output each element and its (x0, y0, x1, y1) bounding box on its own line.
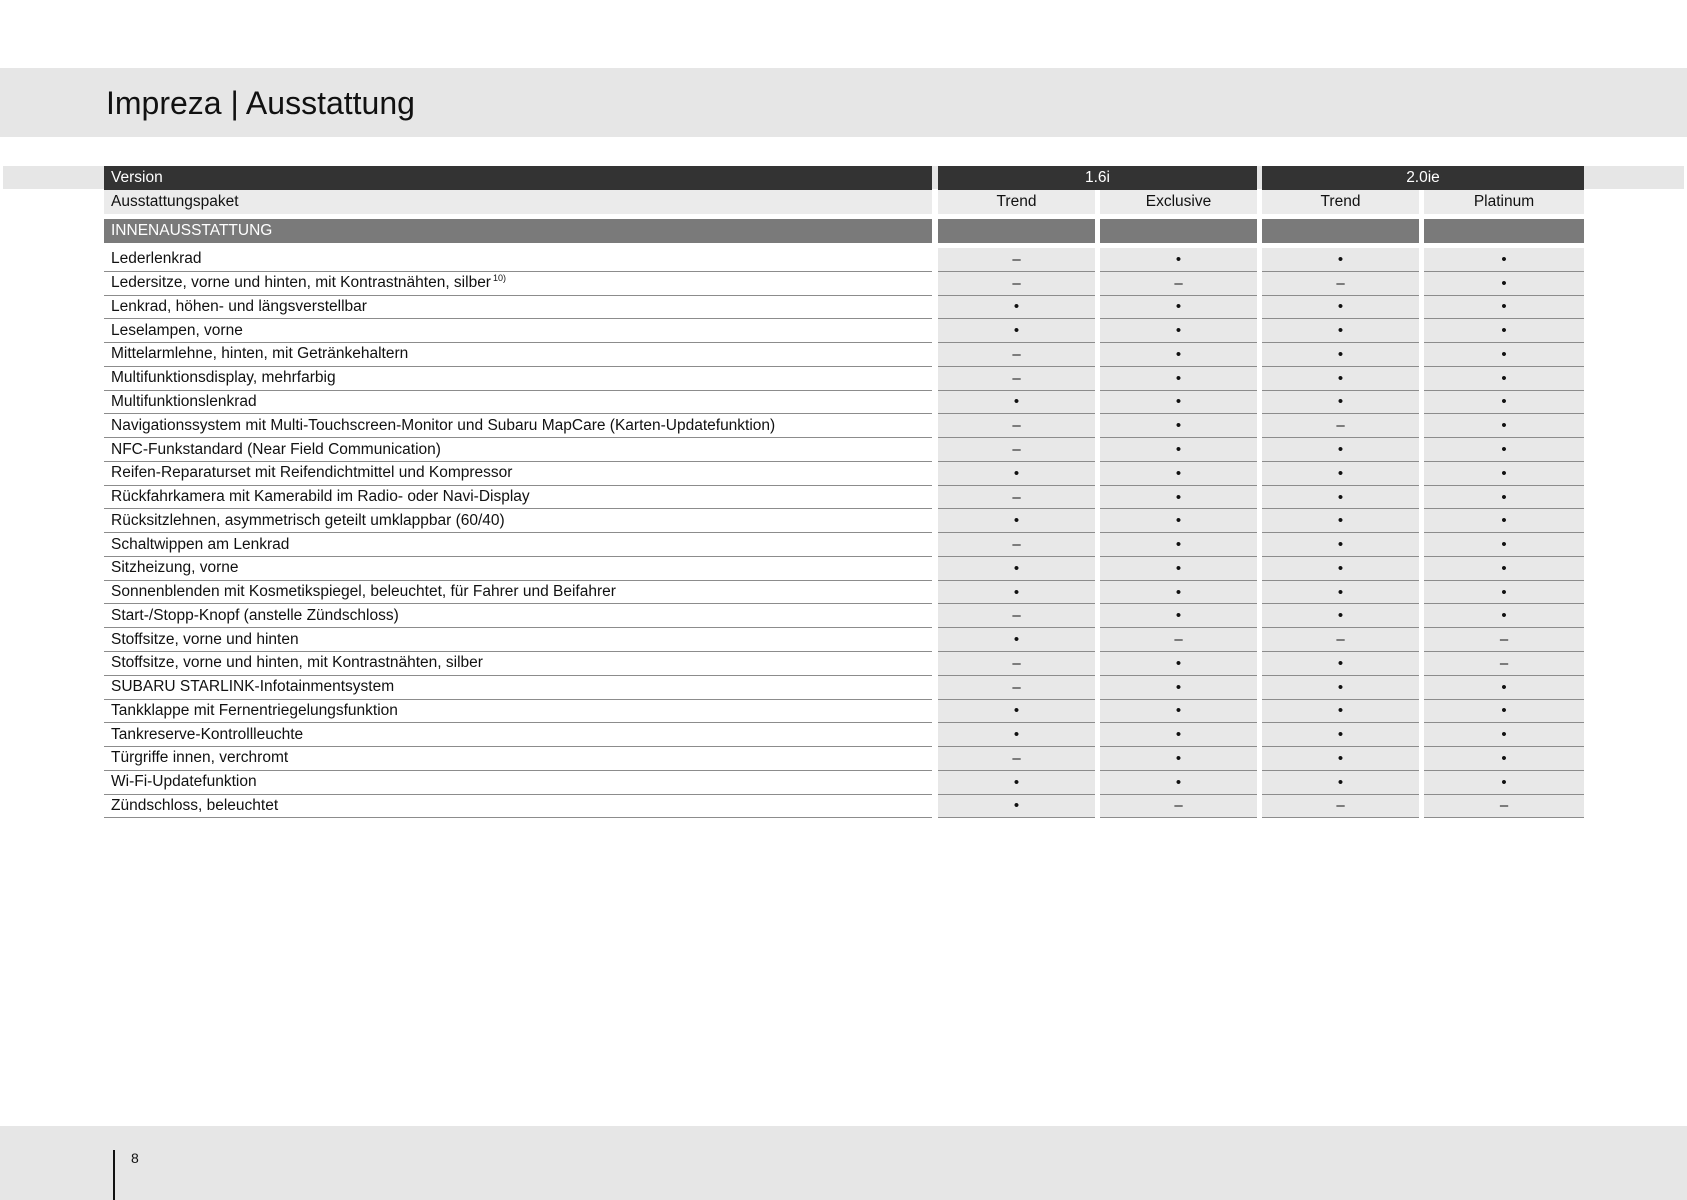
version-row (104, 166, 1584, 190)
feature-text: Stoffsitze, vorne und hinten (111, 630, 299, 648)
table-row (104, 533, 1584, 557)
version-label: Version (104, 166, 932, 190)
feature-text: Lenkrad, höhen- und längsverstellbar (111, 297, 367, 315)
feature-label (104, 747, 932, 771)
availability-cell: • (938, 557, 1095, 581)
page-number: 8 (131, 1150, 139, 1166)
availability-cell: • (1424, 604, 1584, 628)
feature-label (104, 391, 932, 415)
availability-cell: • (1100, 533, 1257, 557)
availability-cell: • (1100, 296, 1257, 320)
feature-label (104, 557, 932, 581)
feature-label (104, 272, 932, 296)
table-row (104, 509, 1584, 533)
availability-cell: • (1262, 581, 1419, 605)
availability-cell: – (1424, 652, 1584, 676)
table-row (104, 676, 1584, 700)
table-row (104, 438, 1584, 462)
table-row (104, 462, 1584, 486)
availability-cell: • (1100, 509, 1257, 533)
availability-cell: – (938, 747, 1095, 771)
availability-cell: • (1262, 652, 1419, 676)
feature-text: Reifen-Reparaturset mit Reifendichtmittel und Kompressor (111, 464, 513, 482)
table-row (104, 414, 1584, 438)
availability-cell: – (1262, 272, 1419, 296)
package-label: Ausstattungspaket (104, 190, 932, 214)
availability-cell: • (938, 581, 1095, 605)
feature-text: Sitzheizung, vorne (111, 559, 239, 577)
table-row (104, 296, 1584, 320)
availability-cell: • (1100, 676, 1257, 700)
feature-label (104, 533, 932, 557)
feature-text: Mittelarmlehne, hinten, mit Getränkehaltern (111, 345, 409, 363)
availability-cell: • (1262, 676, 1419, 700)
availability-cell: – (938, 676, 1095, 700)
section-cell (1262, 219, 1419, 243)
feature-label (104, 723, 932, 747)
availability-cell: • (1424, 391, 1584, 415)
table-body (104, 248, 1584, 818)
availability-cell: • (1424, 676, 1584, 700)
availability-cell: • (1100, 747, 1257, 771)
availability-cell: – (1100, 272, 1257, 296)
availability-cell: • (1424, 367, 1584, 391)
availability-cell: • (1100, 367, 1257, 391)
feature-text: Multifunktionslenkrad (111, 392, 257, 410)
feature-label (104, 414, 932, 438)
footnote-ref: 10) (492, 273, 506, 284)
availability-cell: • (1262, 438, 1419, 462)
availability-cell: • (1262, 367, 1419, 391)
package-col-2: Exclusive (1100, 190, 1257, 214)
availability-cell: • (1424, 248, 1584, 272)
availability-cell: • (1424, 462, 1584, 486)
availability-cell: – (938, 272, 1095, 296)
availability-cell: • (1424, 414, 1584, 438)
feature-label (104, 771, 932, 795)
feature-label (104, 509, 932, 533)
availability-cell: • (1262, 700, 1419, 724)
availability-cell: • (1424, 296, 1584, 320)
title-band (0, 68, 1687, 137)
availability-cell: • (1262, 462, 1419, 486)
table-row (104, 604, 1584, 628)
availability-cell: • (1424, 700, 1584, 724)
availability-cell: – (938, 248, 1095, 272)
feature-text: Türgriffe innen, verchromt (111, 749, 289, 767)
availability-cell: – (938, 414, 1095, 438)
availability-cell: • (1100, 652, 1257, 676)
feature-text: SUBARU STARLINK-Infotainmentsystem (111, 678, 395, 696)
table-row (104, 581, 1584, 605)
table-row (104, 391, 1584, 415)
availability-cell: • (1424, 747, 1584, 771)
availability-cell: • (1262, 509, 1419, 533)
feature-text: Navigationssystem mit Multi-Touchscreen-Monitor und Subaru MapCare (Karten-Updatefunktion) (111, 416, 776, 434)
availability-cell: • (1262, 604, 1419, 628)
version-group-2: 2.0ie (1262, 166, 1584, 190)
availability-cell: • (938, 628, 1095, 652)
availability-cell: • (1262, 486, 1419, 510)
feature-text: Lederlenkrad (111, 250, 202, 268)
availability-cell: • (938, 700, 1095, 724)
feature-label (104, 628, 932, 652)
availability-cell: • (1100, 557, 1257, 581)
availability-cell: • (1262, 533, 1419, 557)
section-row (104, 219, 1584, 248)
availability-cell: • (1100, 343, 1257, 367)
availability-cell: • (1424, 581, 1584, 605)
table-row (104, 248, 1584, 272)
page-title: Impreza | Ausstattung (106, 85, 415, 121)
feature-label (104, 604, 932, 628)
section-cell (1100, 219, 1257, 243)
availability-cell: – (938, 438, 1095, 462)
availability-cell: – (938, 652, 1095, 676)
availability-cell: • (1262, 319, 1419, 343)
footer-band (0, 1126, 1687, 1200)
package-col-1: Trend (938, 190, 1095, 214)
feature-text: NFC-Funkstandard (Near Field Communication) (111, 440, 441, 458)
availability-cell: • (1262, 747, 1419, 771)
table-row (104, 272, 1584, 296)
feature-label (104, 319, 932, 343)
feature-label (104, 581, 932, 605)
table-row (104, 319, 1584, 343)
availability-cell: • (1262, 557, 1419, 581)
availability-cell: • (1100, 319, 1257, 343)
feature-label (104, 462, 932, 486)
version-group-1: 1.6i (938, 166, 1257, 190)
table-row (104, 652, 1584, 676)
availability-cell: • (1424, 771, 1584, 795)
availability-cell: • (1424, 319, 1584, 343)
availability-cell: • (938, 391, 1095, 415)
availability-cell: – (938, 533, 1095, 557)
table-row (104, 795, 1584, 819)
table-row (104, 557, 1584, 581)
feature-label (104, 700, 932, 724)
availability-cell: • (1100, 486, 1257, 510)
feature-label (104, 438, 932, 462)
availability-cell: • (1424, 486, 1584, 510)
feature-text: Tankreserve-Kontrollleuchte (111, 725, 304, 743)
feature-text: Stoffsitze, vorne und hinten, mit Kontrastnähten, silber (111, 654, 483, 672)
feature-text: Ledersitze, vorne und hinten, mit Kontrastnähten, silber (111, 274, 491, 292)
table-row (104, 723, 1584, 747)
equipment-table (104, 166, 1584, 818)
feature-text: Rückfahrkamera mit Kamerabild im Radio- oder Navi-Display (111, 488, 530, 506)
feature-label (104, 248, 932, 272)
feature-text: Rücksitzlehnen, asymmetrisch geteilt umklappbar (60/40) (111, 511, 505, 529)
availability-cell: • (938, 771, 1095, 795)
availability-cell: • (1424, 272, 1584, 296)
availability-cell: – (938, 343, 1095, 367)
availability-cell: • (938, 795, 1095, 819)
availability-cell: • (1262, 771, 1419, 795)
availability-cell: – (1262, 414, 1419, 438)
table-row (104, 486, 1584, 510)
section-cell (1424, 219, 1584, 243)
feature-text: Wi-Fi-Updatefunktion (111, 773, 257, 791)
feature-text: Tankklappe mit Fernentriegelungsfunktion (111, 701, 398, 719)
table-row (104, 628, 1584, 652)
availability-cell: – (1424, 795, 1584, 819)
availability-cell: • (938, 319, 1095, 343)
availability-cell: • (1262, 723, 1419, 747)
availability-cell: • (1262, 248, 1419, 272)
availability-cell: • (1100, 414, 1257, 438)
availability-cell: • (1100, 771, 1257, 795)
feature-text: Sonnenblenden mit Kosmetikspiegel, beleuchtet, für Fahrer und Beifahrer (111, 583, 616, 601)
availability-cell: • (1100, 438, 1257, 462)
feature-label (104, 652, 932, 676)
availability-cell: • (938, 296, 1095, 320)
feature-label (104, 296, 932, 320)
feature-text: Zündschloss, beleuchtet (111, 796, 279, 814)
table-row (104, 343, 1584, 367)
table-row (104, 747, 1584, 771)
feature-label (104, 367, 932, 391)
availability-cell: – (1100, 795, 1257, 819)
availability-cell: – (938, 486, 1095, 510)
availability-cell: • (1100, 723, 1257, 747)
package-row (104, 190, 1584, 219)
availability-cell: – (1262, 628, 1419, 652)
availability-cell: • (1100, 700, 1257, 724)
availability-cell: • (1100, 248, 1257, 272)
feature-label (104, 343, 932, 367)
availability-cell: • (1424, 509, 1584, 533)
availability-cell: • (938, 462, 1095, 486)
availability-cell: • (1424, 533, 1584, 557)
availability-cell: • (1424, 438, 1584, 462)
section-cell (938, 219, 1095, 243)
availability-cell: – (938, 604, 1095, 628)
availability-cell: • (1262, 296, 1419, 320)
feature-text: Start-/Stopp-Knopf (anstelle Zündschloss) (111, 606, 399, 624)
availability-cell: – (1424, 628, 1584, 652)
section-title: INNENAUSSTATTUNG (104, 219, 932, 243)
feature-label (104, 486, 932, 510)
availability-cell: • (938, 509, 1095, 533)
package-col-4: Platinum (1424, 190, 1584, 214)
table-row (104, 700, 1584, 724)
availability-cell: • (1424, 343, 1584, 367)
feature-text: Leselampen, vorne (111, 321, 243, 339)
feature-text: Multifunktionsdisplay, mehrfarbig (111, 369, 336, 387)
availability-cell: • (1100, 462, 1257, 486)
feature-text: Schaltwippen am Lenkrad (111, 535, 290, 553)
availability-cell: – (1262, 795, 1419, 819)
feature-label (104, 676, 932, 700)
package-col-3: Trend (1262, 190, 1419, 214)
footer-divider (113, 1150, 115, 1200)
feature-label (104, 795, 932, 819)
table-row (104, 367, 1584, 391)
availability-cell: • (1100, 391, 1257, 415)
availability-cell: – (938, 367, 1095, 391)
availability-cell: • (1424, 723, 1584, 747)
availability-cell: • (1100, 604, 1257, 628)
availability-cell: • (1262, 343, 1419, 367)
availability-cell: • (1100, 581, 1257, 605)
availability-cell: • (938, 723, 1095, 747)
table-row (104, 771, 1584, 795)
availability-cell: – (1100, 628, 1257, 652)
availability-cell: • (1262, 391, 1419, 415)
availability-cell: • (1424, 557, 1584, 581)
